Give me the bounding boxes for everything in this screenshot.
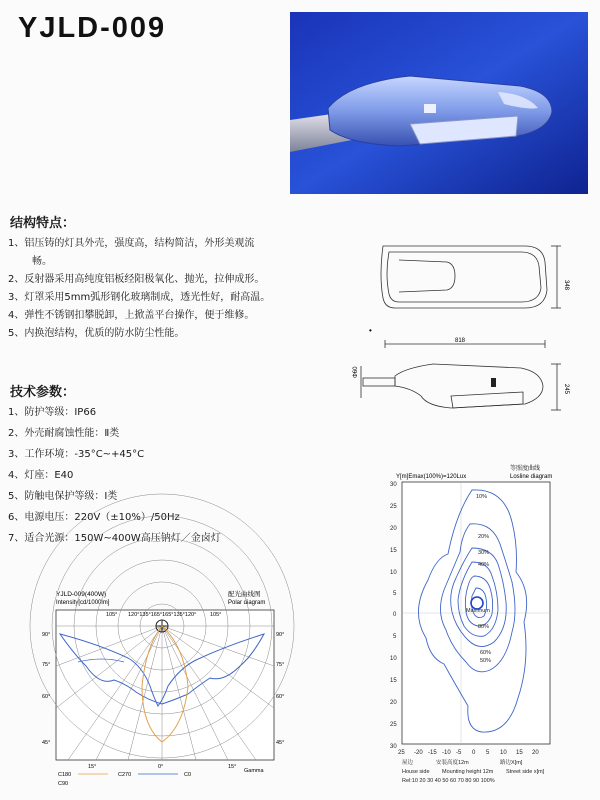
contour-label: Maximum [466,608,490,614]
y-tick: 15 [390,548,397,554]
footer-en: House side [402,769,430,775]
list-item: 3、工作环境：-35°C~+45°C [8,449,145,460]
dim-height: 245 [563,384,569,395]
y-tick: 30 [390,744,397,750]
legend-gamma: Gamma [244,768,264,774]
polar-angle: 90° [276,632,285,638]
polar-unit: Intensity[cd/1000lm] [56,600,110,606]
features-list [8,235,270,343]
y-tick: 0 [393,612,397,618]
x-tick: -20 [414,750,423,756]
polar-angle: 90° [42,632,51,638]
specs-title: 技术参数： [10,385,76,400]
y-tick: 25 [390,504,397,510]
y-tick: 15 [390,678,397,684]
list-item: 1、铝压铸的灯具外壳，强度高，结构简洁，外形美观流 [8,238,255,249]
list-item: 7、适合光源：150W~400W高压钠灯／金卤灯 [8,533,221,544]
y-tick: 10 [390,570,397,576]
footer-cn: 路边X[m] [500,760,523,766]
polar-title: YJLD-009(400W) [56,591,107,598]
polar-en: Polar diagram [228,600,266,606]
isolux-header: Y[m]Emax(100%)=120Lux [396,474,467,480]
dim-length: 818 [455,338,466,344]
x-tick: -10 [442,750,451,756]
x-tick: 20 [532,750,539,756]
product-photo [290,12,588,194]
polar-angle: 105° [210,612,222,618]
footer-rel: Rel:10 20 30 40 50 60 70 80 90 100% [402,778,495,784]
polar-angle: 60° [42,694,51,700]
isolux-cn: 等照度曲线 [510,466,541,472]
y-tick: 10 [390,656,397,662]
list-item: 4、灯座：E40 [8,470,74,481]
list-item: 3、灯罩采用5mm弧形钢化玻璃制成，透光性好，耐高温。 [8,292,271,303]
polar-angle: 75° [276,662,285,668]
contour-label: 30% [478,550,490,556]
legend-c270: C270 [118,772,132,778]
model-title: YJLD-009 [18,12,167,44]
list-item: 畅。 [32,256,52,267]
y-tick: 20 [390,526,397,532]
dim-pole: Φ60 [353,366,359,378]
legend-c0: C0 [184,772,192,778]
polar-angle: 15° [228,764,237,770]
legend-c90: C90 [58,781,69,787]
dim-width: 348 [563,280,569,291]
list-item: 1、防护等级：IP66 [8,407,97,418]
contour-label: 10% [476,494,488,500]
list-item: 4、弹性不锈钢扣攀脱卸，上掀盖平台操作，便于维修。 [8,310,255,321]
polar-angle: 60° [276,694,285,700]
list-item: 2、反射器采用高纯度铝板经阳极氧化、抛光，拉伸成形。 [8,274,265,285]
x-tick: -15 [428,750,437,756]
contour-label: 40% [478,562,490,568]
contour-label: 80% [478,624,490,630]
list-item: 6、电源电压：220V（±10%）/50Hz [8,512,180,523]
svg-text:•: • [369,326,372,335]
polar-angle: 15° [88,764,97,770]
polar-cn: 配光曲线图 [228,591,261,598]
polar-angle: 0° [158,764,164,770]
isolux-en: Losline diagram [510,474,553,480]
footer-en: Street side x[m] [506,769,545,775]
list-item: 5、防触电保护等级：Ⅰ类 [8,491,118,502]
y-tick: 20 [390,700,397,706]
x-tick: 10 [500,750,507,756]
y-tick: 5 [393,591,397,597]
isolux-diagram [382,462,592,792]
polar-angle: 105° [106,612,118,618]
polar-diagram [38,586,296,788]
polar-angle: 75° [42,662,51,668]
footer-cn: 安装高度12m [436,760,469,766]
y-tick: 30 [390,482,397,488]
y-tick: 5 [393,634,397,640]
x-tick: 5 [486,750,490,756]
list-item: 5、内换泡结构，优质的防水防尘性能。 [8,328,185,339]
dimension-drawing [355,228,585,428]
contour-label: 20% [478,534,490,540]
footer-cn: 屋边 [402,760,414,766]
contour-label: 60% [480,650,492,656]
polar-angle: 45° [276,740,285,746]
features-title: 结构特点： [10,216,76,231]
x-tick: 15 [516,750,523,756]
x-tick: 25 [398,750,405,756]
y-tick: 25 [390,722,397,728]
polar-top-angles: 120°135°165°165°135°120° [128,612,197,618]
polar-angle: 45° [42,740,51,746]
x-tick: 0 [472,750,476,756]
list-item: 2、外壳耐腐蚀性能：Ⅱ类 [8,428,120,439]
contour-label: 50% [480,658,492,664]
footer-en: Mounting height 12m [442,769,494,775]
x-tick: -5 [456,750,462,756]
legend-c180: C180 [58,772,72,778]
